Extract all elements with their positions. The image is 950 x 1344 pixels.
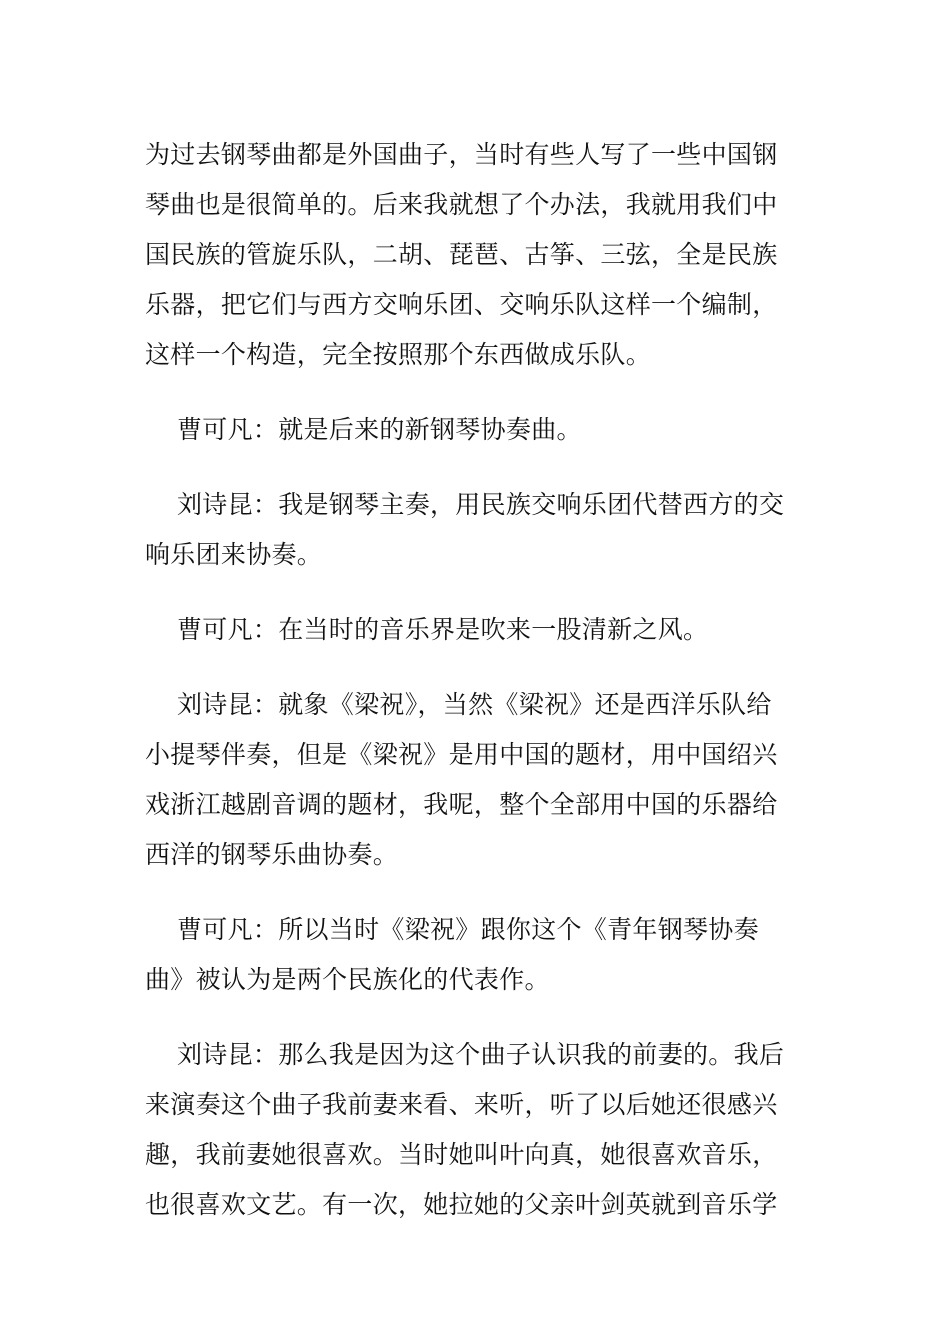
document-body [145,130,795,1255]
dialogue-paragraph: 曹可凡：所以当时《梁祝》跟你这个《青年钢琴协奏曲》被认为是两个民族化的代表作。 [145,915,759,994]
dialogue-paragraph: 刘诗昆：那么我是因为这个曲子认识我的前妻的。我后来演奏这个曲子我前妻来看、来听，听了以后她还很感兴趣，我前妻她很喜欢。当时她叫叶向真，她很喜欢音乐，也很喜欢文艺。有一次，她拉她的父亲叶剑英就到音乐学 [145,1040,785,1219]
dialogue-paragraph: 刘诗昆：就象《梁祝》，当然《梁祝》还是西洋乐队给小提琴伴奏，但是《梁祝》是用中国的题材，用中国绍兴戏浙江越剧音调的题材，我呢，整个全部用中国的乐器给西洋的钢琴乐曲协奏。 [145,690,778,869]
dialogue-paragraph: 曹可凡：就是后来的新钢琴协奏曲。 [177,415,582,444]
dialogue-paragraph: 曹可凡：在当时的音乐界是吹来一股清新之风。 [177,615,709,644]
paragraph-continuation: 为过去钢琴曲都是外国曲子，当时有些人写了一些中国钢琴曲也是很简单的。后来我就想了个办法，我就用我们中国民族的管旋乐队，二胡、琵琶、古筝、三弦，全是民族乐器，把它们与西方交响乐团、交响乐队这样一个编制，这样一个构造，完全按照那个东西做成乐队。 [145,140,778,369]
dialogue-paragraph: 刘诗昆：我是钢琴主奏，用民族交响乐团代替西方的交响乐团来协奏。 [145,490,785,569]
